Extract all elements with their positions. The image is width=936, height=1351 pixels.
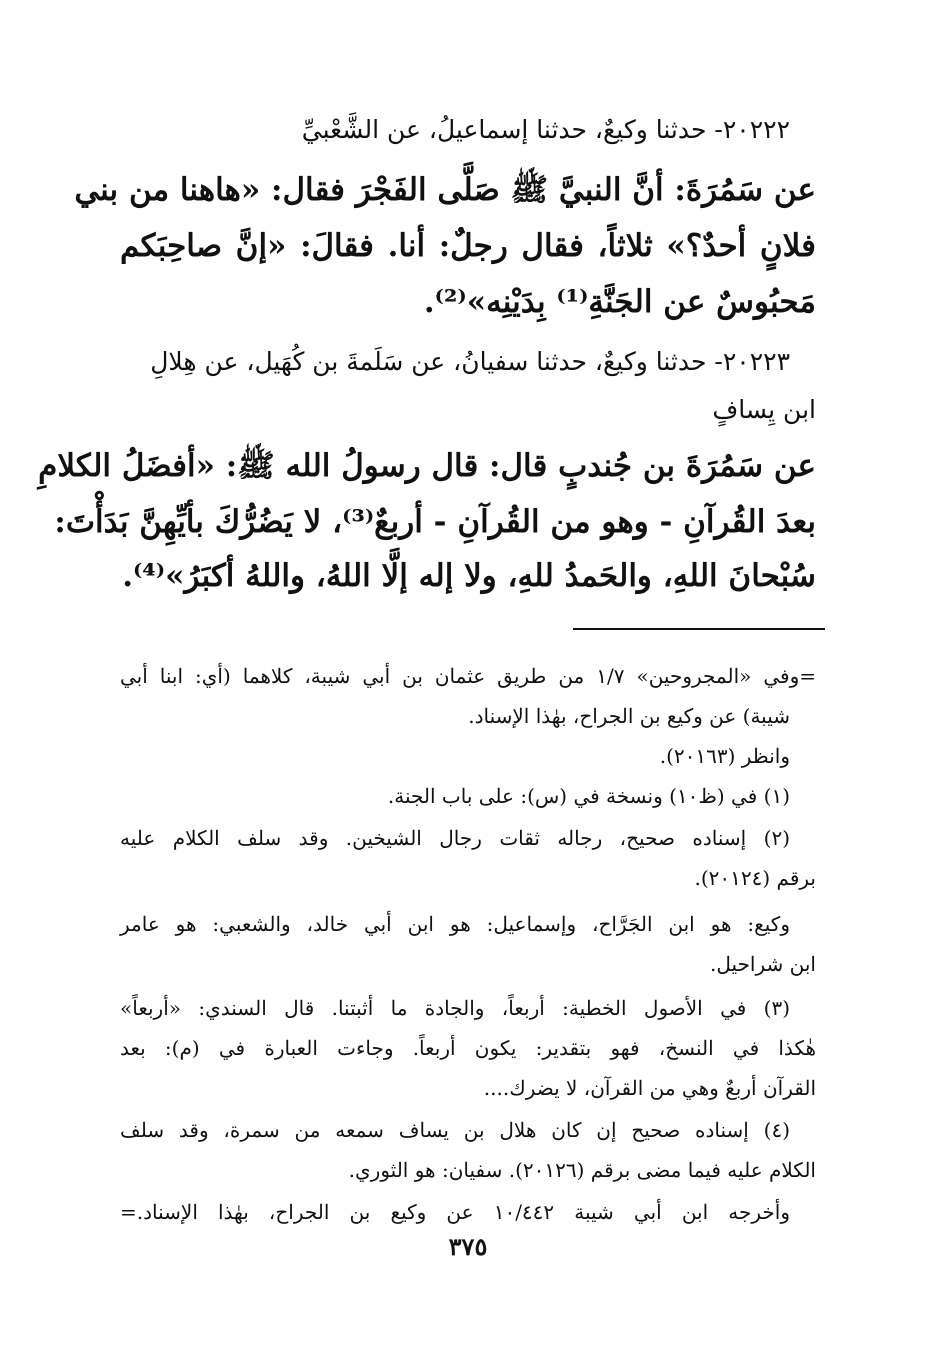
footnote-1: (١) في (ظ١٠) ونسخة في (س): على باب الجنة. (387, 784, 790, 808)
hadith-20222-text-line-1: عن سَمُرَةَ: أنَّ النبيَّ ﷺ صَلَّى الفَجْرَ فقال: «هاهنا من بني (74, 172, 816, 208)
hadith-20223-header-line-2: ابن يِسافٍ (712, 395, 816, 424)
footnote-3-line-3: القرآن أربعٌ وهي من القرآن، لا يضرك.... (483, 1076, 816, 1100)
footnote-3-line-1: (٣) في الأصول الخطية: أربعاً، والجادة ما أثبتنا. قال السندي: «أربعاً» (120, 996, 790, 1020)
hadith-20223-text-line-3: سُبْحانَ اللهِ، والحَمدُ للهِ، ولا إله إلَّا اللهُ، واللهُ أكبَرُ»⁽⁴⁾. (122, 558, 816, 594)
hadith-20222-text-line-3: مَحبُوسٌ عن الجَنَّةِ⁽¹⁾ بِدَيْنِه»⁽²⁾. (423, 284, 816, 320)
footnote-4-line-3: وأخرجه ابن أبي شيبة ١٠/٤٤٢ عن وكيع بن الجراح، بهٰذا الإسناد.= (120, 1200, 790, 1224)
hadith-20223-text-line-2: بعدَ القُرآنِ - وهو من القُرآنِ - أربعٌ⁽³⁾، لا يَضُرُّكَ بأيِّهِنَّ بَدَأْتَ: (54, 504, 816, 540)
footnote-2-line-4: ابن شراحيل. (710, 952, 816, 976)
footnote-2-line-1: (٢) إسناده صحيح، رجاله ثقات رجال الشيخين. وقد سلف الكلام عليه (120, 826, 790, 850)
footnote-4-line-2: الكلام عليه فيما مضى برقم (٢٠١٢٦). سفيان: هو الثوري. (348, 1158, 816, 1182)
footnote-separator (573, 628, 825, 630)
footnote-line-1: =وفي «المجروحين» ١/٧ من طريق عثمان بن أبي شيبة، كلاهما (أي: ابنا أبي (120, 664, 816, 688)
footnote-3-line-2: هٰكذا في النسخ، فهو بتقدير: يكون أربعاً. وجاءت العبارة في (م): بعد (120, 1036, 816, 1060)
hadith-20222-text-line-2: فلانٍ أحدٌ؟» ثلاثاً، فقال رجلٌ: أنا. فقالَ: «إنَّ صاحِبَكم (120, 228, 816, 264)
footnote-line-2: شيبة) عن وكيع بن الجراح، بهٰذا الإسناد. (468, 704, 790, 728)
footnote-4-line-1: (٤) إسناده صحيح إن كان هلال بن يساف سمعه من سمرة، وقد سلف (120, 1118, 790, 1142)
footnote-line-3: وانظر (٢٠١٦٣). (659, 744, 790, 768)
hadith-20223-header-line-1: ٢٠٢٢٣- حدثنا وكيعٌ، حدثنا سفيانُ، عن سَلَمةَ بن كُهَيل، عن هِلالِ (150, 347, 790, 376)
hadith-20223-text-line-1: عن سَمُرَةَ بن جُندبٍ قال: قال رسولُ الله ﷺ: «أفضَلُ الكلامِ (38, 448, 816, 484)
footnote-2-line-2: برقم (٢٠١٢٤). (694, 866, 816, 890)
hadith-20222-header: ٢٠٢٢٢- حدثنا وكيعٌ، حدثنا إسماعيلُ، عن الشَّعْبيِّ (301, 115, 790, 144)
footnote-2-line-3: وكيع: هو ابن الجَرَّاح، وإسماعيل: هو ابن أبي خالد، والشعبي: هو عامر (120, 912, 790, 936)
page-number: ٣٧٥ (448, 1232, 488, 1261)
